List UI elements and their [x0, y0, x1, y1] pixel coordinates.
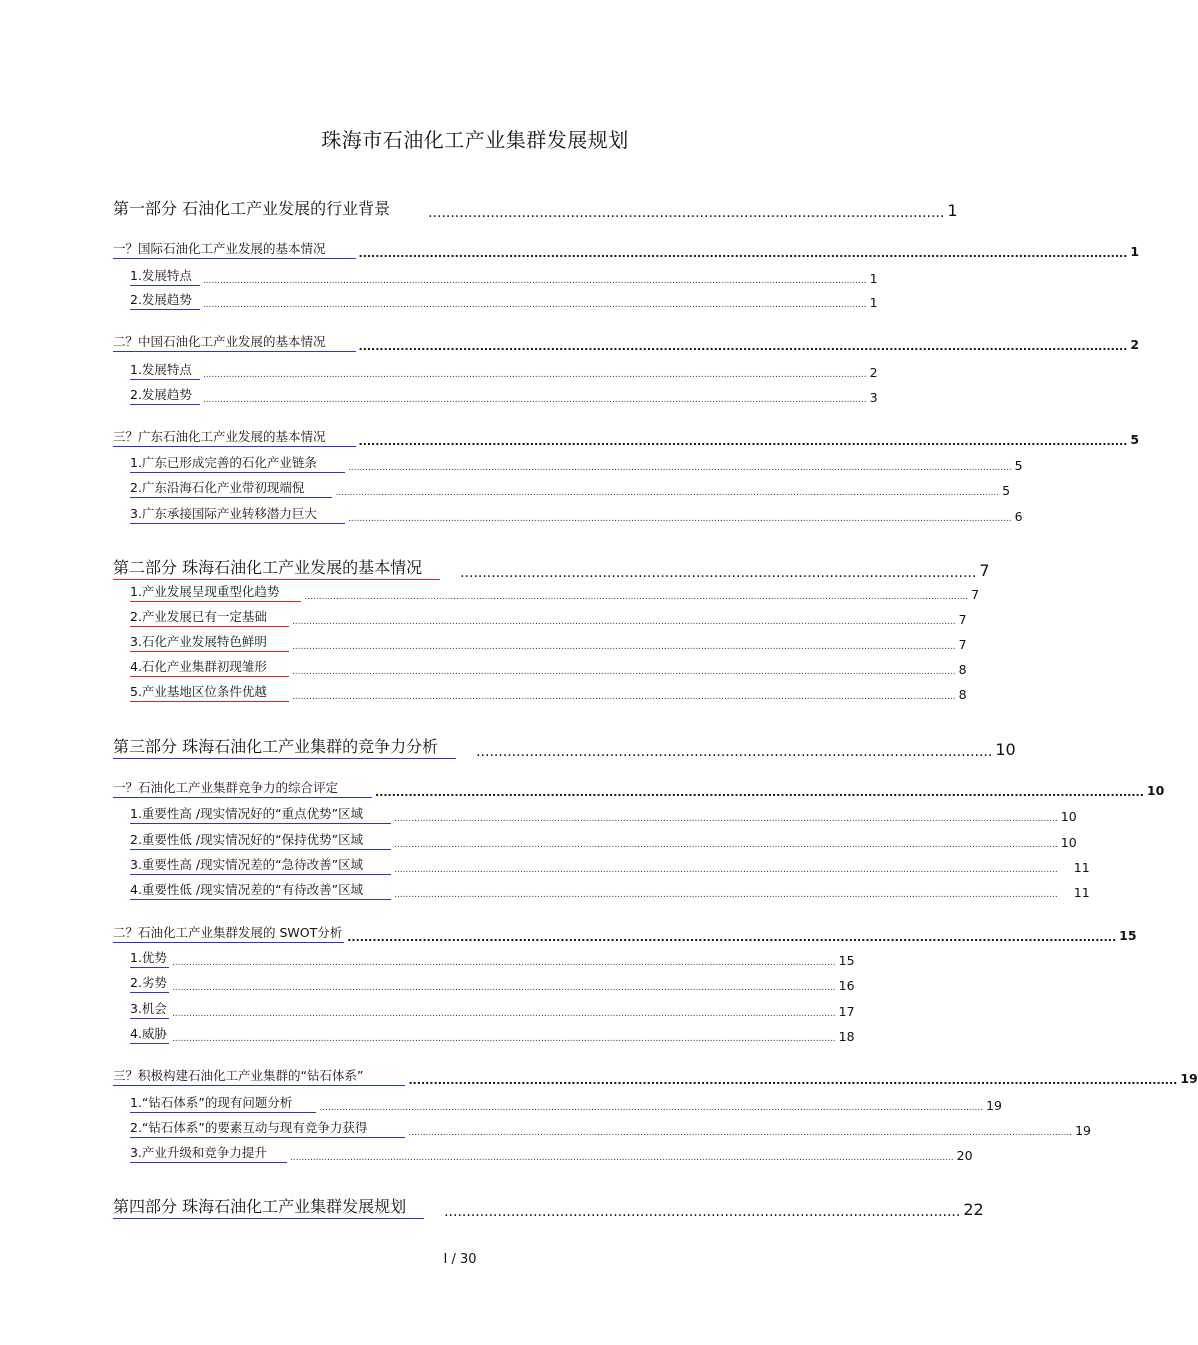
toc-item-label: 1.重要性高 /现实情况好的“重点优势”区域 — [130, 804, 391, 824]
toc-page-number: 5 — [1130, 432, 1140, 447]
toc-leader-dots: ........................................................................................................................................................................................................................................ — [202, 395, 867, 405]
toc-page-number: 8 — [958, 687, 967, 702]
toc-item-label: 2.广东沿海石化产业带初现端倪 — [130, 478, 332, 498]
toc-part-label: 第一部分 石油化工产业发展的行业背景 — [113, 199, 391, 218]
toc-item[interactable] — [130, 1120, 1092, 1138]
toc-item-label: 2.重要性低 /现实情况好的“保持优势”区域 — [130, 830, 391, 850]
toc-item-label: 3.石化产业发展特色鲜明 — [130, 632, 289, 652]
toc-page-number: 19 — [1180, 1071, 1198, 1086]
toc-leader-dots: ........................................................................................................................................................................................................................................ — [202, 370, 867, 380]
toc-item-label: 1.广东已形成完善的石化产业链条 — [130, 453, 345, 473]
toc-item[interactable] — [130, 455, 1023, 473]
toc-item[interactable] — [130, 634, 967, 652]
toc-page-number: 1 — [1130, 244, 1140, 259]
toc-item[interactable] — [130, 882, 1090, 900]
toc-leader-dots: .................................................................................................................... — [428, 205, 945, 221]
toc-leader-dots: .................................................................................................................... — [444, 1204, 961, 1220]
toc-page-number: 11 — [1073, 860, 1090, 875]
toc-page-number: 8 — [958, 662, 967, 677]
toc-part-2[interactable] — [113, 556, 990, 581]
toc-item[interactable] — [130, 1145, 973, 1163]
toc-leader-dots: ........................................................................................................................................................................................................................................ — [291, 617, 956, 627]
toc-page-number: 5 — [1002, 483, 1011, 498]
toc-page-number: 10 — [1060, 809, 1077, 824]
toc-leader-dots: ........................................................................................................................................................................................................................................ — [335, 488, 1000, 498]
toc-page-number: 15 — [1119, 928, 1137, 943]
toc-item-label: 1.发展特点 — [130, 360, 200, 380]
toc-leader-dots: ........................................................................................................................................................................................ — [347, 931, 1117, 944]
toc-item[interactable] — [130, 1001, 855, 1019]
toc-item-label: 3.机会 — [130, 999, 169, 1019]
toc-leader-dots: ........................................................................................................................................................................................................................................ — [347, 514, 1012, 524]
toc-item[interactable] — [130, 857, 1090, 875]
toc-item-label: 1.发展特点 — [130, 266, 200, 286]
toc-part-3[interactable] — [113, 735, 1016, 760]
toc-leader-dots: .................................................................................................................... — [476, 744, 993, 760]
toc-part-4[interactable] — [113, 1195, 984, 1220]
toc-page-number: 2 — [1130, 337, 1140, 352]
toc-page-number: 16 — [838, 978, 855, 993]
toc-page-number: 20 — [956, 1148, 973, 1163]
toc-page-number: 2 — [869, 365, 878, 380]
toc-item-label: 2.“钻石体系”的要素互动与现有竞争力获得 — [130, 1118, 405, 1138]
toc-section-label: 二？石油化工产业集群发展的 SWOT分析 — [113, 923, 344, 943]
toc-page-number: 7 — [971, 587, 980, 602]
toc-leader-dots: ........................................................................................................................................................................................ — [358, 340, 1128, 353]
toc-page-number: 3 — [869, 390, 878, 405]
document-title: 珠海市石油化工产业集群发展规划 — [321, 128, 629, 152]
toc-item[interactable] — [130, 480, 1011, 498]
toc-leader-dots: ........................................................................................................................................................................................................................................ — [291, 667, 956, 677]
toc-page-number: 22 — [963, 1200, 984, 1219]
toc-section-3-1[interactable] — [113, 780, 1165, 799]
toc-item[interactable] — [130, 832, 1077, 850]
toc-section-1-2[interactable] — [113, 334, 1140, 353]
toc-item-label: 2.劣势 — [130, 973, 169, 993]
toc-leader-dots: ........................................................................................................................................................................................................................................ — [291, 692, 956, 702]
toc-item[interactable] — [130, 584, 980, 602]
toc-section-label: 三？广东石油化工产业发展的基本情况 — [113, 427, 356, 447]
toc-page-number: 7 — [958, 612, 967, 627]
toc-item[interactable] — [130, 1026, 855, 1044]
toc-section-1-3[interactable] — [113, 429, 1140, 448]
toc-item-label: 4.石化产业集群初现雏形 — [130, 657, 289, 677]
toc-item[interactable] — [130, 268, 878, 286]
page-footer: I / 30 — [443, 1252, 477, 1267]
toc-page-number: 11 — [1073, 885, 1090, 900]
toc-leader-dots: ........................................................................................................................................................................................................................................ — [202, 300, 867, 310]
toc-item-label: 1.优势 — [130, 948, 169, 968]
toc-item[interactable] — [130, 1095, 1003, 1113]
toc-leader-dots: ........................................................................................................................................................................................ — [375, 786, 1144, 799]
toc-leader-dots: ........................................................................................................................................................................................................................................ — [171, 958, 836, 968]
toc-page-number: 15 — [838, 953, 855, 968]
toc-leader-dots: ........................................................................................................................................................................................ — [358, 435, 1128, 448]
toc-page-number: 17 — [838, 1004, 855, 1019]
toc-leader-dots: ........................................................................................................................................................................................................................................ — [171, 1009, 836, 1019]
toc-item[interactable] — [130, 659, 967, 677]
toc-part-1[interactable] — [113, 196, 958, 221]
toc-leader-dots: ........................................................................................................................................................................................................................................ — [408, 1128, 1073, 1138]
toc-leader-dots: ........................................................................................................................................................................................................................................ — [171, 983, 836, 993]
toc-leader-dots: ........................................................................................................................................................................................................................................ — [394, 840, 1058, 850]
toc-item[interactable] — [130, 975, 855, 993]
toc-leader-dots: .................................................................................................................... — [460, 565, 977, 581]
toc-part-label: 第三部分 珠海石油化工产业集群的竞争力分析 — [113, 734, 456, 759]
toc-page-number: 1 — [947, 201, 958, 220]
toc-item[interactable] — [130, 292, 878, 310]
toc-section-label: 一？石油化工产业集群竞争力的综合评定 — [113, 778, 372, 798]
toc-item-label: 2.发展趋势 — [130, 385, 200, 405]
toc-section-1-1[interactable] — [113, 241, 1140, 260]
toc-item-label: 5.产业基地区位条件优越 — [130, 682, 289, 702]
toc-leader-dots: ........................................................................................................................................................................................................................................ — [394, 865, 1058, 875]
toc-section-3-2[interactable] — [113, 925, 1137, 944]
toc-page-number: 1 — [869, 271, 878, 286]
toc-item[interactable] — [130, 684, 967, 702]
toc-page-number: 19 — [986, 1098, 1003, 1113]
toc-page-number: 6 — [1014, 509, 1023, 524]
toc-page-number: 7 — [979, 561, 990, 580]
toc-leader-dots: ........................................................................................................................................................................................................................................ — [289, 1153, 954, 1163]
toc-leader-dots: ........................................................................................................................................................................................ — [358, 247, 1128, 260]
toc-item[interactable] — [130, 806, 1077, 824]
toc-item-label: 2.产业发展已有一定基础 — [130, 607, 289, 627]
toc-leader-dots: ........................................................................................................................................................................................................................................ — [347, 463, 1012, 473]
toc-leader-dots: ........................................................................................................................................................................................ — [408, 1074, 1178, 1087]
toc-item[interactable] — [130, 506, 1023, 524]
toc-item[interactable] — [130, 362, 878, 380]
toc-page-number: 7 — [958, 637, 967, 652]
toc-section-3-3[interactable] — [113, 1068, 1198, 1087]
toc-page-number: 19 — [1075, 1123, 1092, 1138]
toc-item-label: 1.“钻石体系”的现有问题分析 — [130, 1093, 316, 1113]
toc-part-label: 第二部分 珠海石油化工产业发展的基本情况 — [113, 555, 440, 580]
toc-leader-dots: ........................................................................................................................................................................................................................................ — [319, 1103, 984, 1113]
toc-section-label: 二？中国石油化工产业发展的基本情况 — [113, 332, 356, 352]
toc-leader-dots: ........................................................................................................................................................................................................................................ — [394, 890, 1058, 900]
toc-page-number: 10 — [1146, 783, 1165, 798]
toc-item-label: 4.重要性低 /现实情况差的“有待改善”区域 — [130, 880, 391, 900]
toc-section-label: 一？国际石油化工产业发展的基本情况 — [113, 239, 356, 259]
toc-leader-dots: ........................................................................................................................................................................................................................................ — [394, 814, 1058, 824]
toc-section-label: 三？积极构建石油化工产业集群的“钻石体系” — [113, 1066, 405, 1086]
toc-item-label: 2.发展趋势 — [130, 290, 200, 310]
toc-item[interactable] — [130, 609, 967, 627]
toc-item[interactable] — [130, 950, 855, 968]
toc-item-label: 4.威胁 — [130, 1024, 169, 1044]
toc-page-number: 10 — [1060, 835, 1077, 850]
toc-item[interactable] — [130, 387, 878, 405]
toc-leader-dots: ........................................................................................................................................................................................................................................ — [171, 1034, 836, 1044]
toc-item-label: 3.广东承接国际产业转移潜力巨大 — [130, 504, 345, 524]
toc-page-number: 18 — [838, 1029, 855, 1044]
toc-page-number: 5 — [1014, 458, 1023, 473]
toc-item-label: 3.重要性高 /现实情况差的“急待改善”区域 — [130, 855, 391, 875]
toc-page-number: 10 — [995, 740, 1016, 759]
toc-leader-dots: ........................................................................................................................................................................................................................................ — [304, 592, 969, 602]
toc-leader-dots: ........................................................................................................................................................................................................................................ — [291, 642, 956, 652]
toc-item-label: 3.产业升级和竞争力提升 — [130, 1143, 287, 1163]
toc-leader-dots: ........................................................................................................................................................................................................................................ — [202, 276, 867, 286]
toc-part-label: 第四部分 珠海石油化工产业集群发展规划 — [113, 1194, 424, 1219]
toc-page-number: 1 — [869, 295, 878, 310]
toc-item-label: 1.产业发展呈现重型化趋势 — [130, 582, 301, 602]
